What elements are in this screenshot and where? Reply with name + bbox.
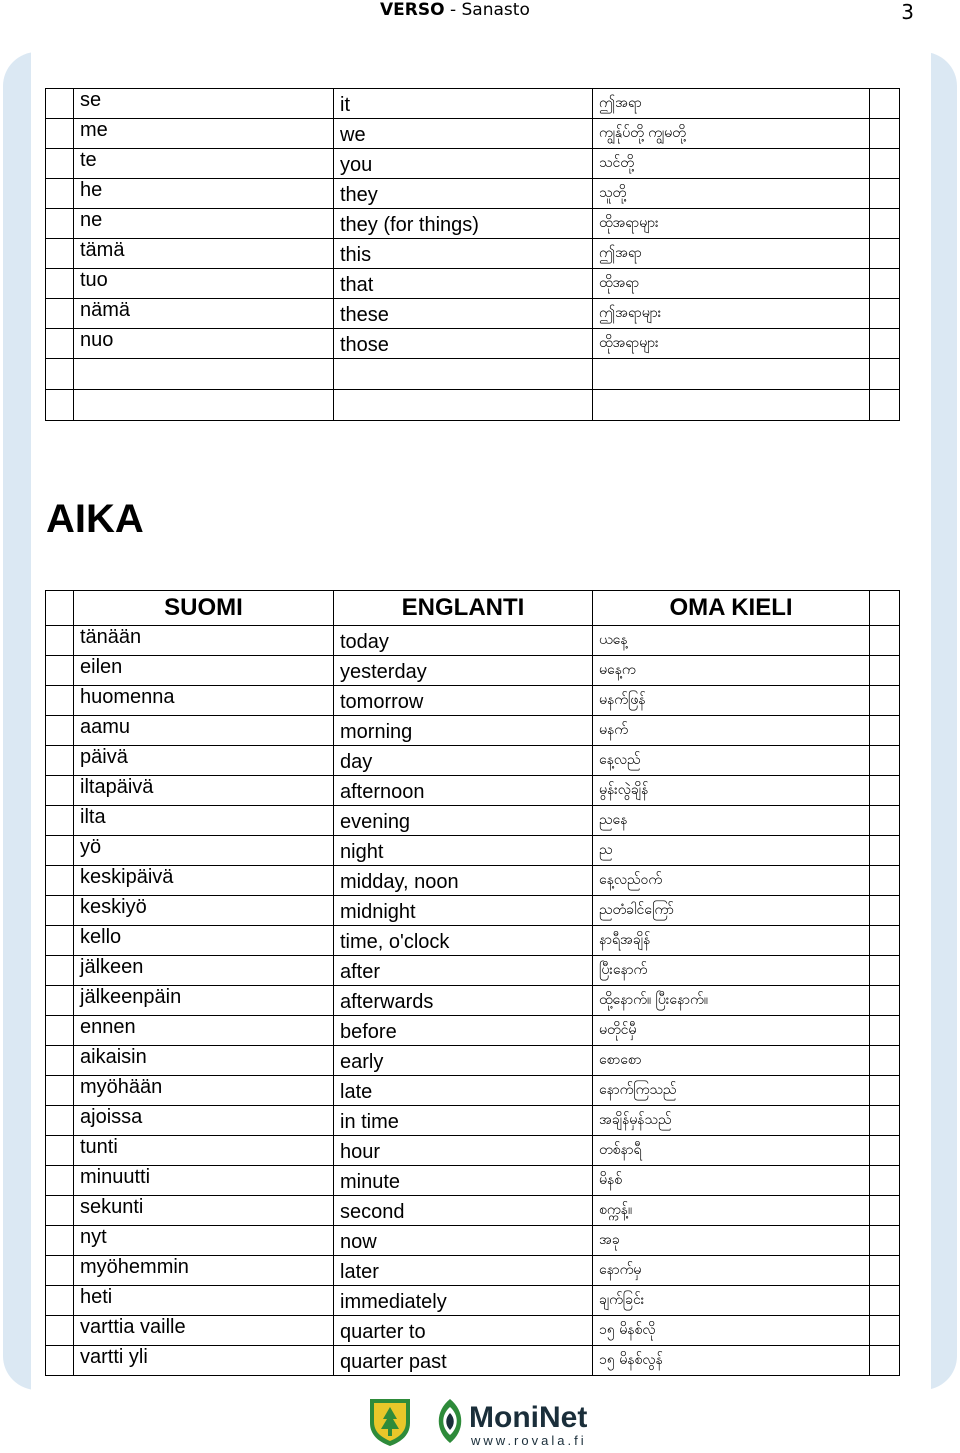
- table-row: [46, 1106, 900, 1136]
- row-margin-right: [870, 179, 900, 209]
- table-row: [46, 776, 900, 806]
- cell-englanti: morning: [334, 716, 593, 746]
- row-margin-left: [46, 390, 74, 421]
- table-row: [46, 1196, 900, 1226]
- row-margin-right: [870, 269, 900, 299]
- header-oma-kieli: OMA KIELI: [593, 591, 870, 626]
- row-margin-right: [870, 896, 900, 926]
- table-row: [46, 1316, 900, 1346]
- table-row: [46, 986, 900, 1016]
- row-margin-left: [46, 119, 74, 149]
- row-margin-left: [46, 1256, 74, 1286]
- table-row: [46, 390, 900, 421]
- table-row: [46, 836, 900, 866]
- cell-englanti: early: [334, 1046, 593, 1076]
- cell-englanti: day: [334, 746, 593, 776]
- cell-englanti: [334, 359, 593, 390]
- cell-englanti: that: [334, 269, 593, 299]
- row-margin-left: [46, 926, 74, 956]
- leaf-icon: [433, 1397, 467, 1445]
- row-margin-right: [870, 956, 900, 986]
- row-margin-right: [870, 149, 900, 179]
- cell-suomi: tunti: [74, 1136, 334, 1166]
- table-row: [46, 269, 900, 299]
- table-row: [46, 89, 900, 119]
- row-margin-left: [46, 896, 74, 926]
- cell-englanti: you: [334, 149, 593, 179]
- table-row: [46, 746, 900, 776]
- table-row: [46, 1046, 900, 1076]
- cell-englanti: time, o'clock: [334, 926, 593, 956]
- cell-oma-kieli: မိနစ်: [593, 1166, 870, 1196]
- row-margin-left: [46, 716, 74, 746]
- table-row: [46, 806, 900, 836]
- cell-oma-kieli: ထိုအရာများ: [593, 329, 870, 359]
- row-margin-left: [46, 1226, 74, 1256]
- cell-suomi: päivä: [74, 746, 334, 776]
- cell-suomi: keskipäivä: [74, 866, 334, 896]
- cell-suomi: aikaisin: [74, 1046, 334, 1076]
- table-row: [46, 896, 900, 926]
- row-margin-right: [870, 1286, 900, 1316]
- header-separator: -: [444, 0, 462, 20]
- cell-oma-kieli: ဤအရာ: [593, 239, 870, 269]
- header-suomi: SUOMI: [74, 591, 334, 626]
- cell-oma-kieli: မတိုင်မှီ: [593, 1016, 870, 1046]
- row-margin-left: [46, 209, 74, 239]
- table-row: [46, 149, 900, 179]
- cell-englanti: quarter past: [334, 1346, 593, 1376]
- cell-oma-kieli: [593, 390, 870, 421]
- row-margin-left: [46, 239, 74, 269]
- header-title: [380, 0, 530, 20]
- cell-suomi: [74, 359, 334, 390]
- row-margin-left: [46, 1196, 74, 1226]
- table-row: [46, 686, 900, 716]
- cell-suomi: ajoissa: [74, 1106, 334, 1136]
- row-margin-left: [46, 329, 74, 359]
- table-row: [46, 716, 900, 746]
- cell-englanti: later: [334, 1256, 593, 1286]
- cell-oma-kieli: မနက်: [593, 716, 870, 746]
- row-margin-right: [870, 1316, 900, 1346]
- row-margin-left: [46, 1076, 74, 1106]
- row-margin-right: [870, 329, 900, 359]
- time-vocabulary-table: [45, 590, 900, 1376]
- row-margin-right: [870, 1256, 900, 1286]
- cell-englanti: second: [334, 1196, 593, 1226]
- row-margin-right: [870, 209, 900, 239]
- cell-englanti: before: [334, 1016, 593, 1046]
- row-margin-left: [46, 149, 74, 179]
- table-row: [46, 1016, 900, 1046]
- cell-suomi: se: [74, 89, 334, 119]
- row-margin-left: [46, 359, 74, 390]
- cell-suomi: nämä: [74, 299, 334, 329]
- row-margin-right: [870, 866, 900, 896]
- cell-oma-kieli: ညနေ: [593, 806, 870, 836]
- table-row: [46, 1256, 900, 1286]
- header-englanti: ENGLANTI: [334, 591, 593, 626]
- cell-suomi: he: [74, 179, 334, 209]
- cell-oma-kieli: [593, 359, 870, 390]
- row-margin-right: [870, 746, 900, 776]
- cell-englanti: afternoon: [334, 776, 593, 806]
- table-row: [46, 656, 900, 686]
- row-margin-right: [870, 686, 900, 716]
- cell-oma-kieli: သူတို့: [593, 179, 870, 209]
- row-margin-right: [870, 1226, 900, 1256]
- table-row: [46, 1136, 900, 1166]
- row-margin-right: [870, 390, 900, 421]
- cell-oma-kieli: ထို့နောက်။ ပြီးနောက်။: [593, 986, 870, 1016]
- cell-suomi: tämä: [74, 239, 334, 269]
- cell-oma-kieli: ၁၅ မိနစ်လွန်: [593, 1346, 870, 1376]
- cell-oma-kieli: ကျွန်ုပ်တို့ ကျွမတို့: [593, 119, 870, 149]
- cell-suomi: ilta: [74, 806, 334, 836]
- cell-oma-kieli: မနေ့က: [593, 656, 870, 686]
- row-margin-right: [870, 716, 900, 746]
- row-margin-right: [870, 836, 900, 866]
- cell-oma-kieli: မွန်းလွဲချိန်: [593, 776, 870, 806]
- row-margin-left: [46, 1136, 74, 1166]
- row-margin-left: [46, 89, 74, 119]
- cell-oma-kieli: နာရီအချိန်: [593, 926, 870, 956]
- cell-oma-kieli: ည: [593, 836, 870, 866]
- pronoun-table: [45, 88, 900, 421]
- cell-oma-kieli: သင်တို့: [593, 149, 870, 179]
- row-margin-right: [870, 299, 900, 329]
- cell-oma-kieli: ညတံခါင်ကြော်: [593, 896, 870, 926]
- cell-englanti: yesterday: [334, 656, 593, 686]
- table-row: [46, 1076, 900, 1106]
- cell-englanti: we: [334, 119, 593, 149]
- row-margin-left: [46, 1016, 74, 1046]
- cell-englanti: afterwards: [334, 986, 593, 1016]
- row-margin-left: [46, 1106, 74, 1136]
- row-margin-left: [46, 179, 74, 209]
- cell-englanti: [334, 390, 593, 421]
- row-margin-left: [46, 299, 74, 329]
- cell-suomi: minuutti: [74, 1166, 334, 1196]
- table-row: [46, 359, 900, 390]
- row-margin-right: [870, 1106, 900, 1136]
- table-row: [46, 926, 900, 956]
- cell-suomi: iltapäivä: [74, 776, 334, 806]
- cell-oma-kieli: အချိန်မှန်သည်: [593, 1106, 870, 1136]
- row-margin-left: [46, 1286, 74, 1316]
- cell-englanti: minute: [334, 1166, 593, 1196]
- table-row: [46, 119, 900, 149]
- cell-englanti: evening: [334, 806, 593, 836]
- cell-englanti: tomorrow: [334, 686, 593, 716]
- row-margin-left: [46, 1166, 74, 1196]
- cell-suomi: jälkeenpäin: [74, 986, 334, 1016]
- cell-suomi: myöhään: [74, 1076, 334, 1106]
- table-row: [46, 329, 900, 359]
- row-margin-right: [870, 1016, 900, 1046]
- row-margin-left: [46, 806, 74, 836]
- cell-englanti: this: [334, 239, 593, 269]
- row-margin-right: [870, 656, 900, 686]
- cell-oma-kieli: နေ့လည်ဝက်: [593, 866, 870, 896]
- cell-suomi: kello: [74, 926, 334, 956]
- table-row: [46, 179, 900, 209]
- cell-englanti: late: [334, 1076, 593, 1106]
- cell-englanti: quarter to: [334, 1316, 593, 1346]
- table-row: [46, 1226, 900, 1256]
- cell-suomi: ne: [74, 209, 334, 239]
- cell-englanti: midnight: [334, 896, 593, 926]
- cell-englanti: today: [334, 626, 593, 656]
- row-margin-right: [870, 239, 900, 269]
- table-row: [46, 1286, 900, 1316]
- cell-suomi: ennen: [74, 1016, 334, 1046]
- cell-oma-kieli: နေ့လည်: [593, 746, 870, 776]
- row-margin-left: [46, 626, 74, 656]
- table-row: [46, 1346, 900, 1376]
- table-row: [46, 209, 900, 239]
- page-footer: [0, 1395, 960, 1453]
- moninet-logo: [433, 1395, 593, 1451]
- cell-suomi: keskiyö: [74, 896, 334, 926]
- cell-oma-kieli: နောက်မှ: [593, 1256, 870, 1286]
- cell-suomi: vartti yli: [74, 1346, 334, 1376]
- row-margin-right: [870, 1346, 900, 1376]
- cell-oma-kieli: ထိုအရာ: [593, 269, 870, 299]
- cell-englanti: those: [334, 329, 593, 359]
- row-margin-right: [870, 1076, 900, 1106]
- cell-suomi: eilen: [74, 656, 334, 686]
- table-row: [46, 239, 900, 269]
- cell-englanti: in time: [334, 1106, 593, 1136]
- cell-suomi: tänään: [74, 626, 334, 656]
- cell-suomi: jälkeen: [74, 956, 334, 986]
- cell-suomi: me: [74, 119, 334, 149]
- row-margin-right: [870, 359, 900, 390]
- row-margin-right: [870, 1196, 900, 1226]
- row-margin-left: [46, 746, 74, 776]
- cell-oma-kieli: ထိုအရာများ: [593, 209, 870, 239]
- logo-url: www.rovala.fi: [471, 1433, 587, 1448]
- cell-suomi: heti: [74, 1286, 334, 1316]
- cell-englanti: night: [334, 836, 593, 866]
- row-margin-left: [46, 656, 74, 686]
- cell-englanti: now: [334, 1226, 593, 1256]
- row-margin-right: [870, 1166, 900, 1196]
- cell-oma-kieli: တစ်နာရီ: [593, 1136, 870, 1166]
- cell-suomi: huomenna: [74, 686, 334, 716]
- cell-oma-kieli: ဤအရာများ: [593, 299, 870, 329]
- row-margin-right: [870, 119, 900, 149]
- table-row: [46, 956, 900, 986]
- cell-suomi: varttia vaille: [74, 1316, 334, 1346]
- row-margin-left: [46, 686, 74, 716]
- cell-suomi: [74, 390, 334, 421]
- cell-oma-kieli: စက္ကန့်။: [593, 1196, 870, 1226]
- row-margin-left: [46, 1046, 74, 1076]
- row-margin-left: [46, 956, 74, 986]
- cell-suomi: sekunti: [74, 1196, 334, 1226]
- row-margin-left: [46, 1346, 74, 1376]
- coat-of-arms-icon: [368, 1397, 412, 1447]
- row-margin-right: [870, 1136, 900, 1166]
- cell-suomi: aamu: [74, 716, 334, 746]
- cell-englanti: midday, noon: [334, 866, 593, 896]
- cell-englanti: immediately: [334, 1286, 593, 1316]
- row-margin-left: [46, 776, 74, 806]
- cell-suomi: nuo: [74, 329, 334, 359]
- cell-suomi: yö: [74, 836, 334, 866]
- row-margin-left: [46, 986, 74, 1016]
- page-number: 3: [901, 0, 914, 24]
- cell-oma-kieli: ၁၅ မိနစ်လို: [593, 1316, 870, 1346]
- cell-suomi: tuo: [74, 269, 334, 299]
- cell-englanti: these: [334, 299, 593, 329]
- row-margin-right: [870, 89, 900, 119]
- cell-englanti: they (for things): [334, 209, 593, 239]
- cell-oma-kieli: အခု: [593, 1226, 870, 1256]
- table-row: [46, 1166, 900, 1196]
- table-header-row: [46, 591, 900, 626]
- section-title: AIKA: [46, 497, 144, 541]
- cell-oma-kieli: ယနေ့: [593, 626, 870, 656]
- logo-wordmark: MoniNet: [469, 1401, 588, 1434]
- cell-oma-kieli: ချက်ခြင်း: [593, 1286, 870, 1316]
- cell-suomi: te: [74, 149, 334, 179]
- row-margin-right: [870, 986, 900, 1016]
- cell-englanti: hour: [334, 1136, 593, 1166]
- cell-oma-kieli: ပြီးနောက်: [593, 956, 870, 986]
- cell-oma-kieli: စောစော: [593, 1046, 870, 1076]
- row-margin-right: [870, 776, 900, 806]
- header-brand: VERSO: [380, 0, 445, 20]
- table-row: [46, 626, 900, 656]
- row-margin-right: [870, 926, 900, 956]
- cell-suomi: myöhemmin: [74, 1256, 334, 1286]
- row-margin-left: [46, 836, 74, 866]
- cell-englanti: after: [334, 956, 593, 986]
- cell-oma-kieli: မနက်ဖြန်: [593, 686, 870, 716]
- row-margin-left: [46, 269, 74, 299]
- cell-suomi: nyt: [74, 1226, 334, 1256]
- row-margin-right: [870, 626, 900, 656]
- table-row: [46, 299, 900, 329]
- row-margin-right: [870, 1046, 900, 1076]
- cell-englanti: it: [334, 89, 593, 119]
- row-margin-left: [46, 866, 74, 896]
- table-row: [46, 866, 900, 896]
- page-header: [0, 0, 960, 26]
- row-margin-left: [46, 1316, 74, 1346]
- cell-oma-kieli: နောက်ကြသည်: [593, 1076, 870, 1106]
- cell-englanti: they: [334, 179, 593, 209]
- cell-oma-kieli: ဤအရာ: [593, 89, 870, 119]
- header-section: Sanasto: [461, 0, 530, 20]
- row-margin-right: [870, 806, 900, 836]
